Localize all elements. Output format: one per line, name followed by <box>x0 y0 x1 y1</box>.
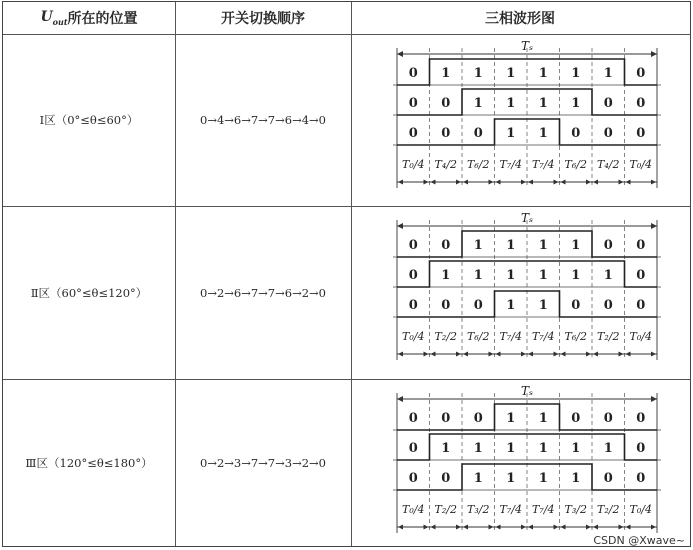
segment-duration-label: T₇/4 <box>499 158 522 171</box>
switch-state-value: 1 <box>603 441 613 456</box>
segment-arrow-head <box>398 352 403 357</box>
switch-state-value: 1 <box>473 441 483 456</box>
switch-state-value: 0 <box>441 238 451 253</box>
header-sequence: 开关切换顺序 <box>221 11 305 27</box>
segment-duration-label: T₀/4 <box>629 330 652 343</box>
segment-arrow-head <box>593 352 598 357</box>
switch-state-value: 1 <box>571 441 581 456</box>
arrow-head-right <box>651 396 657 402</box>
switch-state-value: 1 <box>506 471 516 486</box>
switch-state-value: 1 <box>506 126 516 141</box>
switch-state-value: 0 <box>603 96 613 111</box>
period-label: Tₛ <box>520 39 534 53</box>
segment-arrow-head <box>496 180 501 185</box>
segment-duration-label: T₀/4 <box>402 330 425 343</box>
switching-sequence: 0→2→6→7→7→6→2→0 <box>200 285 326 300</box>
switch-state-value: 1 <box>473 66 483 81</box>
period-label: Tₛ <box>520 384 534 398</box>
switch-state-value: 0 <box>636 96 646 111</box>
segment-duration-label: T₂/2 <box>597 330 620 343</box>
segment-arrow-head <box>521 352 526 357</box>
switch-state-value: 1 <box>473 96 483 111</box>
segment-arrow-head <box>561 352 566 357</box>
switch-state-value: 0 <box>408 126 418 141</box>
switch-state-value: 1 <box>538 411 548 426</box>
switch-state-value: 0 <box>408 441 418 456</box>
segment-arrow-head <box>521 525 526 530</box>
switch-state-value: 0 <box>441 471 451 486</box>
switch-state-value: 1 <box>473 268 483 283</box>
switch-state-value: 0 <box>603 126 613 141</box>
switch-state-value: 0 <box>408 66 418 81</box>
segment-duration-label: T₇/4 <box>532 330 555 343</box>
segment-duration-label: T₇/4 <box>499 330 522 343</box>
segment-arrow-head <box>593 525 598 530</box>
switch-state-value: 1 <box>538 66 548 81</box>
svpwm-table <box>2 1 691 547</box>
segment-arrow-head <box>489 525 494 530</box>
segment-arrow-head <box>561 525 566 530</box>
segment-arrow-head <box>651 180 656 185</box>
switch-state-value: 0 <box>636 471 646 486</box>
switch-state-value: 0 <box>636 268 646 283</box>
segment-arrow-head <box>456 352 461 357</box>
switch-state-value: 0 <box>636 298 646 313</box>
segment-duration-label: T₂/2 <box>434 330 457 343</box>
segment-arrow-head <box>626 352 631 357</box>
segment-duration-label: T₆/2 <box>564 330 587 343</box>
switch-state-value: 1 <box>441 441 451 456</box>
segment-duration-label: T₆/2 <box>467 330 490 343</box>
segment-arrow-head <box>489 352 494 357</box>
watermark: CSDN @Xwave~ <box>593 534 685 547</box>
switch-state-value: 0 <box>603 411 613 426</box>
segment-duration-label: T₀/4 <box>402 158 425 171</box>
segment-duration-label: T₀/4 <box>629 503 652 516</box>
switch-state-value: 0 <box>408 411 418 426</box>
switch-state-value: 1 <box>571 238 581 253</box>
switching-sequence: 0→2→3→7→7→3→2→0 <box>200 455 326 470</box>
switch-state-value: 0 <box>473 411 483 426</box>
segment-duration-label: T₂/2 <box>597 503 620 516</box>
segment-arrow-head <box>496 352 501 357</box>
segment-duration-label: T₇/4 <box>532 158 555 171</box>
segment-arrow-head <box>554 352 559 357</box>
switch-state-value: 1 <box>571 471 581 486</box>
switch-state-value: 1 <box>506 441 516 456</box>
three-phase-waveform <box>351 34 689 206</box>
region-label: Ⅱ区（60°≤θ≤120°） <box>30 285 148 300</box>
segment-arrow-head <box>528 352 533 357</box>
arrow-head-right <box>651 51 657 57</box>
segment-arrow-head <box>489 180 494 185</box>
segment-arrow-head <box>619 180 624 185</box>
header-position <box>3 2 175 34</box>
segment-duration-label: T₄/2 <box>597 158 620 171</box>
segment-arrow-head <box>651 525 656 530</box>
switch-state-value: 0 <box>636 238 646 253</box>
segment-duration-label: T₆/2 <box>564 158 587 171</box>
switch-state-value: 1 <box>441 66 451 81</box>
segment-arrow-head <box>619 352 624 357</box>
switch-state-value: 0 <box>603 471 613 486</box>
switch-state-value: 1 <box>538 126 548 141</box>
switch-state-value: 1 <box>538 471 548 486</box>
switch-state-value: 0 <box>408 268 418 283</box>
switch-state-value: 1 <box>506 238 516 253</box>
segment-arrow-head <box>561 180 566 185</box>
segment-arrow-head <box>456 525 461 530</box>
period-label: Tₛ <box>520 211 534 225</box>
segment-duration-label: T₇/4 <box>499 503 522 516</box>
switch-state-value: 0 <box>603 298 613 313</box>
switch-state-value: 0 <box>603 238 613 253</box>
header-waveform: 三相波形图 <box>485 11 555 27</box>
segment-arrow-head <box>528 525 533 530</box>
segment-arrow-head <box>398 180 403 185</box>
segment-arrow-head <box>431 352 436 357</box>
switch-state-value: 1 <box>538 298 548 313</box>
switching-sequence: 0→4→6→7→7→6→4→0 <box>200 113 326 127</box>
segment-arrow-head <box>398 525 403 530</box>
segment-duration-label: T₃/2 <box>467 503 490 516</box>
uout-symbol: $U_{out}$ <box>40 9 68 27</box>
segment-arrow-head <box>431 525 436 530</box>
segment-arrow-head <box>586 180 591 185</box>
switch-state-value: 1 <box>506 268 516 283</box>
switch-state-value: 1 <box>506 411 516 426</box>
arrow-head-right <box>651 223 657 229</box>
segment-duration-label: T₂/2 <box>434 503 457 516</box>
segment-arrow-head <box>431 180 436 185</box>
segment-arrow-head <box>586 352 591 357</box>
region-label: Ⅰ区（0°≤θ≤60°） <box>39 113 139 127</box>
switch-state-value: 0 <box>408 298 418 313</box>
arrow-head-left <box>397 396 403 402</box>
switch-state-value: 0 <box>441 411 451 426</box>
header-position-label: 所在的位置 <box>67 11 138 27</box>
switch-state-value: 0 <box>636 441 646 456</box>
switch-state-value: 0 <box>441 298 451 313</box>
segment-duration-label: T₄/2 <box>434 158 457 171</box>
switch-state-value: 1 <box>441 268 451 283</box>
switch-state-value: 0 <box>441 126 451 141</box>
switch-state-value: 1 <box>538 441 548 456</box>
switch-state-value: 1 <box>473 238 483 253</box>
arrow-head-left <box>397 223 403 229</box>
three-phase-waveform <box>351 379 689 546</box>
segment-duration-label: T₀/4 <box>629 158 652 171</box>
switch-state-value: 1 <box>538 96 548 111</box>
region-label: Ⅲ区（120°≤θ≤180°） <box>25 455 153 470</box>
segment-duration-label: T₀/4 <box>402 503 425 516</box>
segment-arrow-head <box>463 180 468 185</box>
switch-state-value: 0 <box>473 298 483 313</box>
switch-state-value: 1 <box>571 66 581 81</box>
switch-state-value: 0 <box>571 298 581 313</box>
segment-arrow-head <box>521 180 526 185</box>
switch-state-value: 0 <box>473 126 483 141</box>
switch-state-value: 1 <box>603 268 613 283</box>
switch-state-value: 0 <box>636 66 646 81</box>
switch-state-value: 1 <box>473 471 483 486</box>
segment-arrow-head <box>424 525 429 530</box>
switch-state-value: 1 <box>603 66 613 81</box>
switch-state-value: 0 <box>441 96 451 111</box>
segment-arrow-head <box>586 525 591 530</box>
segment-arrow-head <box>651 352 656 357</box>
segment-duration-label: T₇/4 <box>532 503 555 516</box>
switch-state-value: 1 <box>571 268 581 283</box>
segment-duration-label: T₆/2 <box>467 158 490 171</box>
switch-state-value: 0 <box>571 411 581 426</box>
segment-arrow-head <box>528 180 533 185</box>
switch-state-value: 0 <box>408 96 418 111</box>
segment-arrow-head <box>619 525 624 530</box>
segment-arrow-head <box>463 352 468 357</box>
switch-state-value: 0 <box>571 126 581 141</box>
segment-arrow-head <box>626 180 631 185</box>
segment-arrow-head <box>456 180 461 185</box>
switch-state-value: 1 <box>506 96 516 111</box>
switch-state-value: 1 <box>506 298 516 313</box>
arrow-head-left <box>397 51 403 57</box>
segment-arrow-head <box>554 180 559 185</box>
switch-state-value: 1 <box>571 96 581 111</box>
switch-state-value: 0 <box>408 471 418 486</box>
three-phase-waveform <box>351 206 689 379</box>
segment-arrow-head <box>424 180 429 185</box>
switch-state-value: 1 <box>538 238 548 253</box>
segment-arrow-head <box>554 525 559 530</box>
segment-arrow-head <box>424 352 429 357</box>
segment-arrow-head <box>496 525 501 530</box>
switch-state-value: 0 <box>408 238 418 253</box>
switch-state-value: 1 <box>506 66 516 81</box>
segment-arrow-head <box>593 180 598 185</box>
switch-state-value: 1 <box>538 268 548 283</box>
segment-arrow-head <box>463 525 468 530</box>
switch-state-value: 0 <box>636 411 646 426</box>
switch-state-value: 0 <box>636 126 646 141</box>
segment-duration-label: T₃/2 <box>564 503 587 516</box>
segment-arrow-head <box>626 525 631 530</box>
